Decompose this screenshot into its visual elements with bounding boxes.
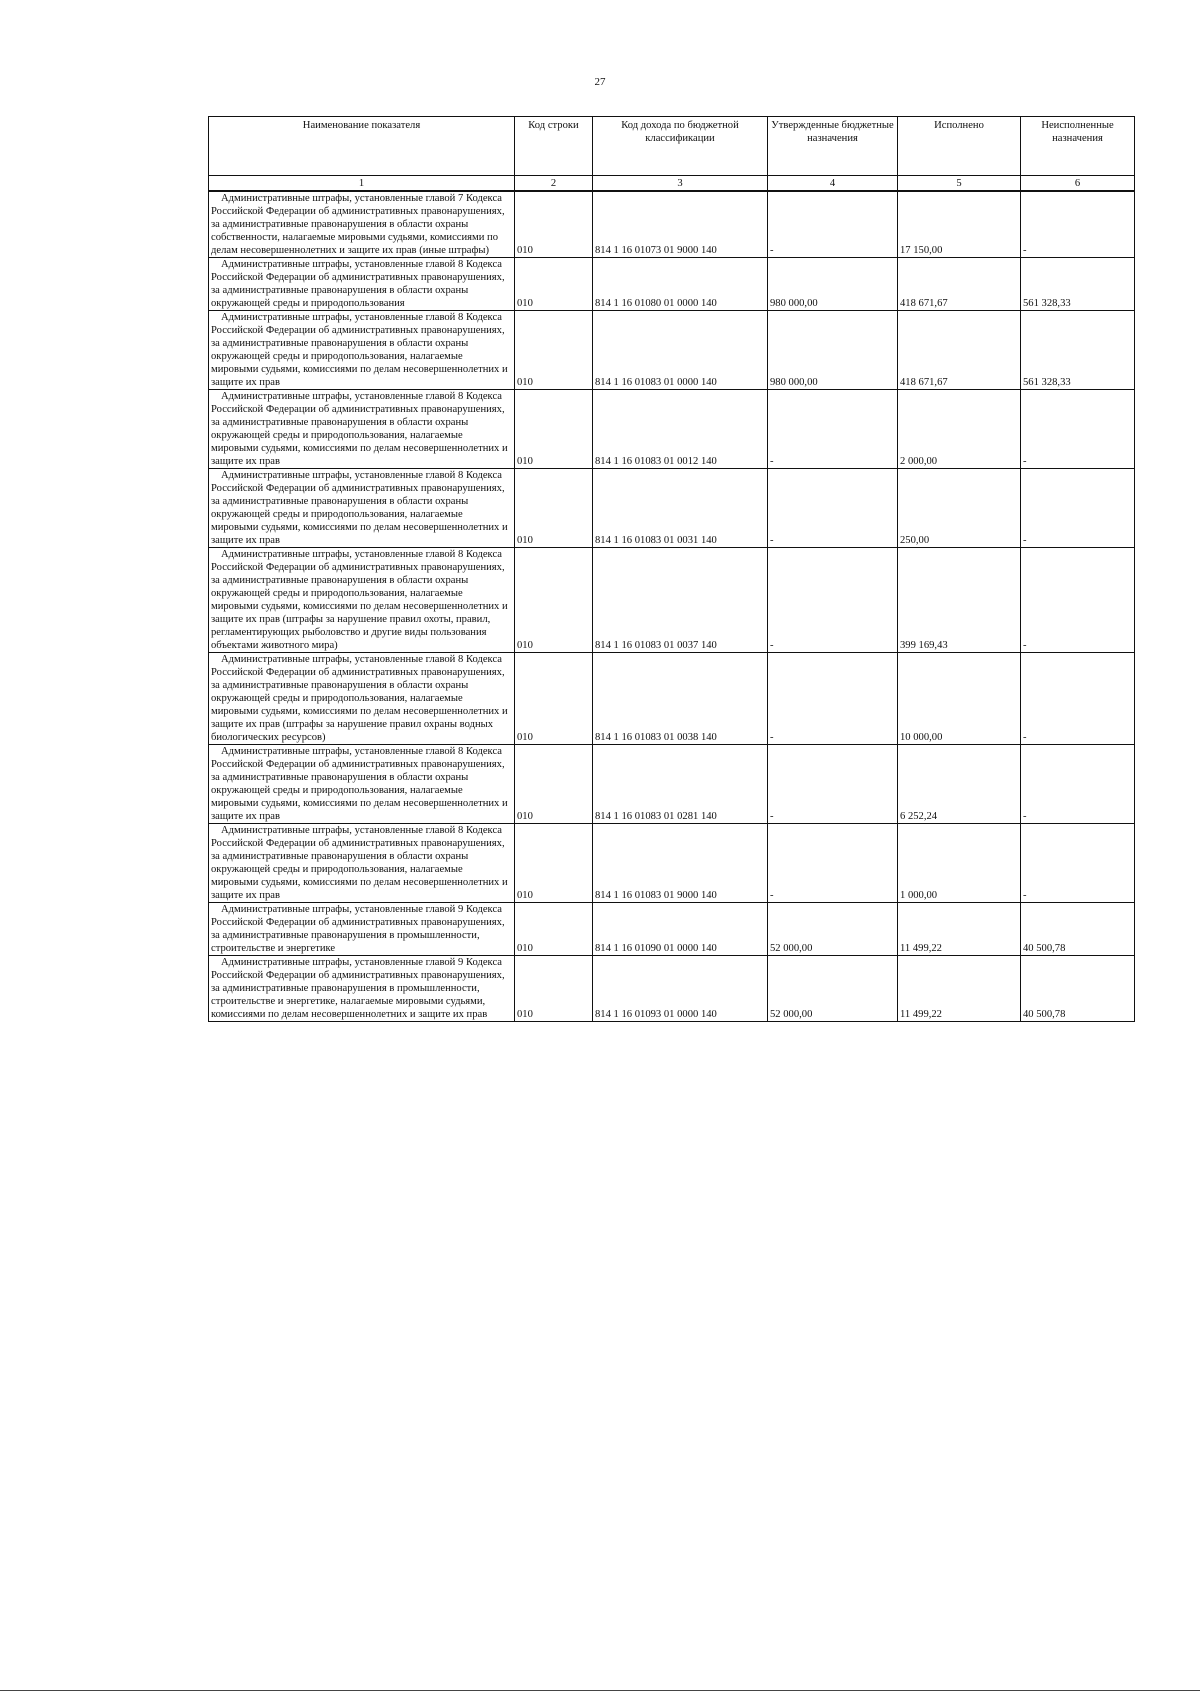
income-code: 814 1 16 01080 01 0000 140 (593, 258, 768, 311)
approved-amount: - (768, 653, 898, 745)
income-code: 814 1 16 01083 01 0012 140 (593, 390, 768, 469)
income-code: 814 1 16 01083 01 0281 140 (593, 745, 768, 824)
line-code: 010 (515, 258, 593, 311)
indicator-name: Административные штрафы, установленные главой 9 Кодекса Российской Федерации об административных правонарушениях, за административные правонарушения в промышленности, строительстве и энергетике, налагаемые мировыми судьями, комиссиями по делам несовершеннолетних и защите их прав (209, 956, 515, 1022)
line-code: 010 (515, 653, 593, 745)
line-code: 010 (515, 903, 593, 956)
page-number: 27 (594, 76, 606, 88)
table-row (209, 548, 1135, 653)
indicator-name: Административные штрафы, установленные главой 8 Кодекса Российской Федерации об административных правонарушениях, за административные правонарушения в области охраны окружающей среды и природопользования, налагаемые мировыми судьями, комиссиями по делам несовершеннолетних и защите их прав (209, 824, 515, 903)
table-row (209, 311, 1135, 390)
table-row (209, 258, 1135, 311)
income-code: 814 1 16 01090 01 0000 140 (593, 903, 768, 956)
approved-amount: - (768, 824, 898, 903)
executed-amount: 10 000,00 (898, 653, 1021, 745)
table-header (209, 117, 1135, 192)
table-row (209, 824, 1135, 903)
column-number-row (209, 176, 1135, 192)
line-code: 010 (515, 191, 593, 258)
unexecuted-amount: - (1021, 191, 1135, 258)
table-row (209, 191, 1135, 258)
indicator-name: Административные штрафы, установленные главой 8 Кодекса Российской Федерации об административных правонарушениях, за административные правонарушения в области охраны окружающей среды и природопользования, налагаемые мировыми судьями, комиссиями по делам несовершеннолетних и защите их прав (209, 311, 515, 390)
indicator-name: Административные штрафы, установленные главой 8 Кодекса Российской Федерации об административных правонарушениях, за административные правонарушения в области охраны окружающей среды и природопользования (209, 258, 515, 311)
unexecuted-amount: - (1021, 469, 1135, 548)
table-row (209, 903, 1135, 956)
column-number: 5 (898, 176, 1021, 192)
line-code: 010 (515, 745, 593, 824)
line-code: 010 (515, 390, 593, 469)
budget-execution-table (208, 116, 1135, 1022)
unexecuted-amount: 40 500,78 (1021, 903, 1135, 956)
line-code: 010 (515, 548, 593, 653)
table-row (209, 390, 1135, 469)
unexecuted-amount: - (1021, 548, 1135, 653)
table-body (209, 191, 1135, 1022)
executed-amount: 2 000,00 (898, 390, 1021, 469)
column-number: 6 (1021, 176, 1135, 192)
unexecuted-amount: 40 500,78 (1021, 956, 1135, 1022)
column-number: 4 (768, 176, 898, 192)
approved-amount: - (768, 469, 898, 548)
income-code: 814 1 16 01093 01 0000 140 (593, 956, 768, 1022)
table-row (209, 745, 1135, 824)
executed-amount: 1 000,00 (898, 824, 1021, 903)
approved-amount: 980 000,00 (768, 311, 898, 390)
indicator-name: Административные штрафы, установленные главой 8 Кодекса Российской Федерации об административных правонарушениях, за административные правонарушения в области охраны окружающей среды и природопользования, налагаемые мировыми судьями, комиссиями по делам несовершеннолетних и защите их прав (209, 469, 515, 548)
indicator-name: Административные штрафы, установленные главой 8 Кодекса Российской Федерации об административных правонарушениях, за административные правонарушения в области охраны окружающей среды и природопользования, налагаемые мировыми судьями, комиссиями по делам несовершеннолетних и защите их прав (штрафы за нарушение правил охоты, правил, регламентирующих рыболовство и другие виды пользования объектами животного мира) (209, 548, 515, 653)
income-code: 814 1 16 01083 01 0000 140 (593, 311, 768, 390)
table-row (209, 653, 1135, 745)
approved-amount: - (768, 191, 898, 258)
unexecuted-amount: 561 328,33 (1021, 258, 1135, 311)
executed-amount: 250,00 (898, 469, 1021, 548)
executed-amount: 17 150,00 (898, 191, 1021, 258)
indicator-name: Административные штрафы, установленные главой 8 Кодекса Российской Федерации об административных правонарушениях, за административные правонарушения в области охраны окружающей среды и природопользования, налагаемые мировыми судьями, комиссиями по делам несовершеннолетних и защите их прав (штрафы за нарушение правил охраны водных биологических ресурсов) (209, 653, 515, 745)
header-unexecuted: Неисполненные назначения (1021, 117, 1135, 176)
approved-amount: - (768, 390, 898, 469)
unexecuted-amount: - (1021, 390, 1135, 469)
unexecuted-amount: - (1021, 824, 1135, 903)
income-code: 814 1 16 01083 01 9000 140 (593, 824, 768, 903)
line-code: 010 (515, 469, 593, 548)
indicator-name: Административные штрафы, установленные главой 7 Кодекса Российской Федерации об административных правонарушениях, за административные правонарушения в области охраны собственности, налагаемые мировыми судьями, комиссиями по делам несовершеннолетних и защите их прав (иные штрафы) (209, 191, 515, 258)
approved-amount: 52 000,00 (768, 903, 898, 956)
header-indicator-name: Наименование показателя (209, 117, 515, 176)
income-code: 814 1 16 01083 01 0038 140 (593, 653, 768, 745)
approved-amount: - (768, 745, 898, 824)
column-number: 2 (515, 176, 593, 192)
indicator-name: Административные штрафы, установленные главой 9 Кодекса Российской Федерации об административных правонарушениях, за административные правонарушения в промышленности, строительстве и энергетике (209, 903, 515, 956)
table-row (209, 956, 1135, 1022)
executed-amount: 399 169,43 (898, 548, 1021, 653)
column-number: 3 (593, 176, 768, 192)
executed-amount: 6 252,24 (898, 745, 1021, 824)
executed-amount: 11 499,22 (898, 903, 1021, 956)
income-code: 814 1 16 01073 01 9000 140 (593, 191, 768, 258)
executed-amount: 11 499,22 (898, 956, 1021, 1022)
header-income-code: Код дохода по бюджетной классификации (593, 117, 768, 176)
bottom-divider (0, 1690, 1200, 1691)
line-code: 010 (515, 956, 593, 1022)
approved-amount: 980 000,00 (768, 258, 898, 311)
indicator-name: Административные штрафы, установленные главой 8 Кодекса Российской Федерации об административных правонарушениях, за административные правонарушения в области охраны окружающей среды и природопользования, налагаемые мировыми судьями, комиссиями по делам несовершеннолетних и защите их прав (209, 745, 515, 824)
table-row (209, 469, 1135, 548)
executed-amount: 418 671,67 (898, 311, 1021, 390)
unexecuted-amount: - (1021, 653, 1135, 745)
income-code: 814 1 16 01083 01 0031 140 (593, 469, 768, 548)
unexecuted-amount: 561 328,33 (1021, 311, 1135, 390)
column-number: 1 (209, 176, 515, 192)
header-line-code: Код строки (515, 117, 593, 176)
indicator-name: Административные штрафы, установленные главой 8 Кодекса Российской Федерации об административных правонарушениях, за административные правонарушения в области охраны окружающей среды и природопользования, налагаемые мировыми судьями, комиссиями по делам несовершеннолетних и защите их прав (209, 390, 515, 469)
line-code: 010 (515, 311, 593, 390)
executed-amount: 418 671,67 (898, 258, 1021, 311)
header-row (209, 117, 1135, 176)
unexecuted-amount: - (1021, 745, 1135, 824)
approved-amount: - (768, 548, 898, 653)
income-code: 814 1 16 01083 01 0037 140 (593, 548, 768, 653)
approved-amount: 52 000,00 (768, 956, 898, 1022)
header-executed: Исполнено (898, 117, 1021, 176)
line-code: 010 (515, 824, 593, 903)
header-approved: Утвержденные бюджетные назначения (768, 117, 898, 176)
